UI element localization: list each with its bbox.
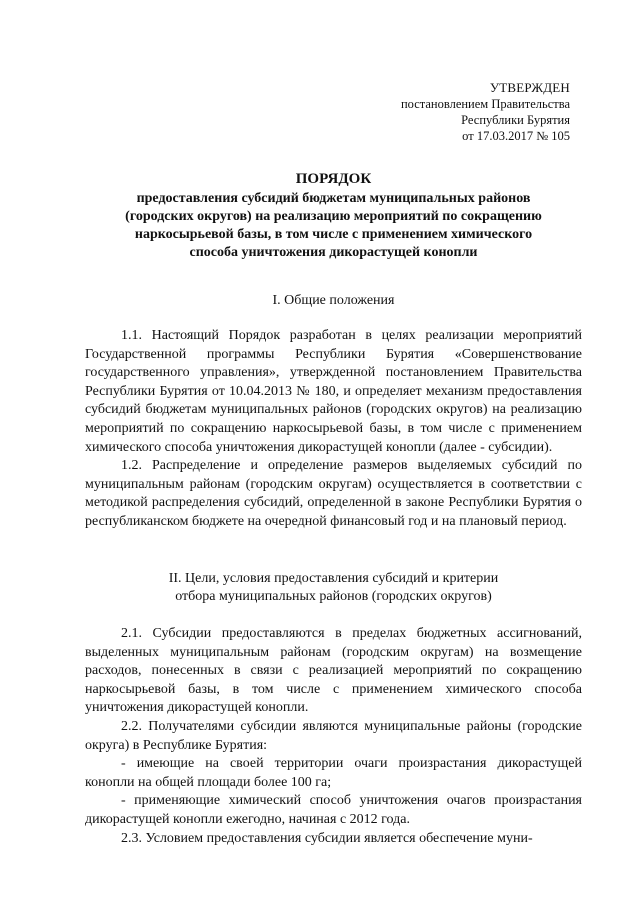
approval-title: УТВЕРЖДЕН bbox=[489, 80, 570, 95]
title-sub-2: (городских округов) на реализацию мероприятий по сокращению bbox=[125, 209, 542, 224]
paragraph-1-1: 1.1. Настоящий Порядок разработан в целях реализации мероприятий Государственной программы Республики Бурятия «Совершенствование государственного управления», утвержденной постановлением Правительства Республики Бурятия от 10.04.2013 № 180, и определяет механизм предоставления субсидий бюджетам муниципальных районов (городских округов) на реализацию мероприятий по сокращению наркосырьевой базы, в том числе с применением химического способа уничтожения дикорастущей конопли (далее - субсидии). bbox=[85, 328, 582, 455]
section-1-heading: I. Общие положения bbox=[272, 293, 395, 308]
section-1-body bbox=[85, 327, 582, 532]
approval-line-2: Республики Бурятия bbox=[461, 113, 570, 127]
approval-line-3: от 17.03.2017 № 105 bbox=[462, 129, 570, 143]
paragraph-2-1: 2.1. Субсидии предоставляются в пределах бюджетных ассигнований, выделенных муниципальным районам (городским округам) на возмещение расходов, понесенных в связи с реализацией мероприятий по сокращению наркосырьевой базы, в том числе с применением химического способа уничтожения дикорастущей конопли. bbox=[85, 626, 582, 716]
list-item-2: - применяющие химический способ уничтожения очагов произрастания дикорастущей конопли ежегодно, начиная с 2012 года. bbox=[85, 793, 582, 827]
paragraph-1-2: 1.2. Распределение и определение размеров выделяемых субсидий по муниципальным районам (городским округам) осуществляется в соответствии с методикой распределения субсидий, определенной в законе Республики Бурятия о республиканском бюджете на очередной финансовый год и на плановый период. bbox=[85, 458, 582, 529]
title-sub-4: способа уничтожения дикорастущей конопли bbox=[189, 245, 478, 260]
approval-stamp bbox=[401, 80, 570, 144]
paragraph-2-3: 2.3. Условием предоставления субсидии является обеспечение муни- bbox=[121, 830, 533, 846]
section-2-heading bbox=[85, 570, 582, 606]
title-sub-1: предоставления субсидий бюджетам муниципальных районов bbox=[136, 191, 531, 206]
paragraph-2-2: 2.2. Получателями субсидии являются муниципальные районы (городские округа) в Республике Бурятия: bbox=[85, 718, 582, 753]
approval-line-1: постановлением Правительства bbox=[400, 97, 570, 111]
document-title bbox=[85, 170, 582, 262]
title-sub-3: наркосырьевой базы, в том числе с применением химического bbox=[134, 227, 533, 242]
list-item-1: - имеющие на своей территории очаги произрастания дикорастущей конопли на общей площади более 100 га; bbox=[85, 756, 582, 790]
section-2-heading-line-2: отбора муниципальных районов (городских округов) bbox=[175, 589, 492, 604]
section-2-body bbox=[85, 625, 582, 848]
title-main: ПОРЯДОК bbox=[295, 171, 372, 187]
section-2-heading-line-1: II. Цели, условия предоставления субсидий и критерии bbox=[168, 571, 499, 586]
